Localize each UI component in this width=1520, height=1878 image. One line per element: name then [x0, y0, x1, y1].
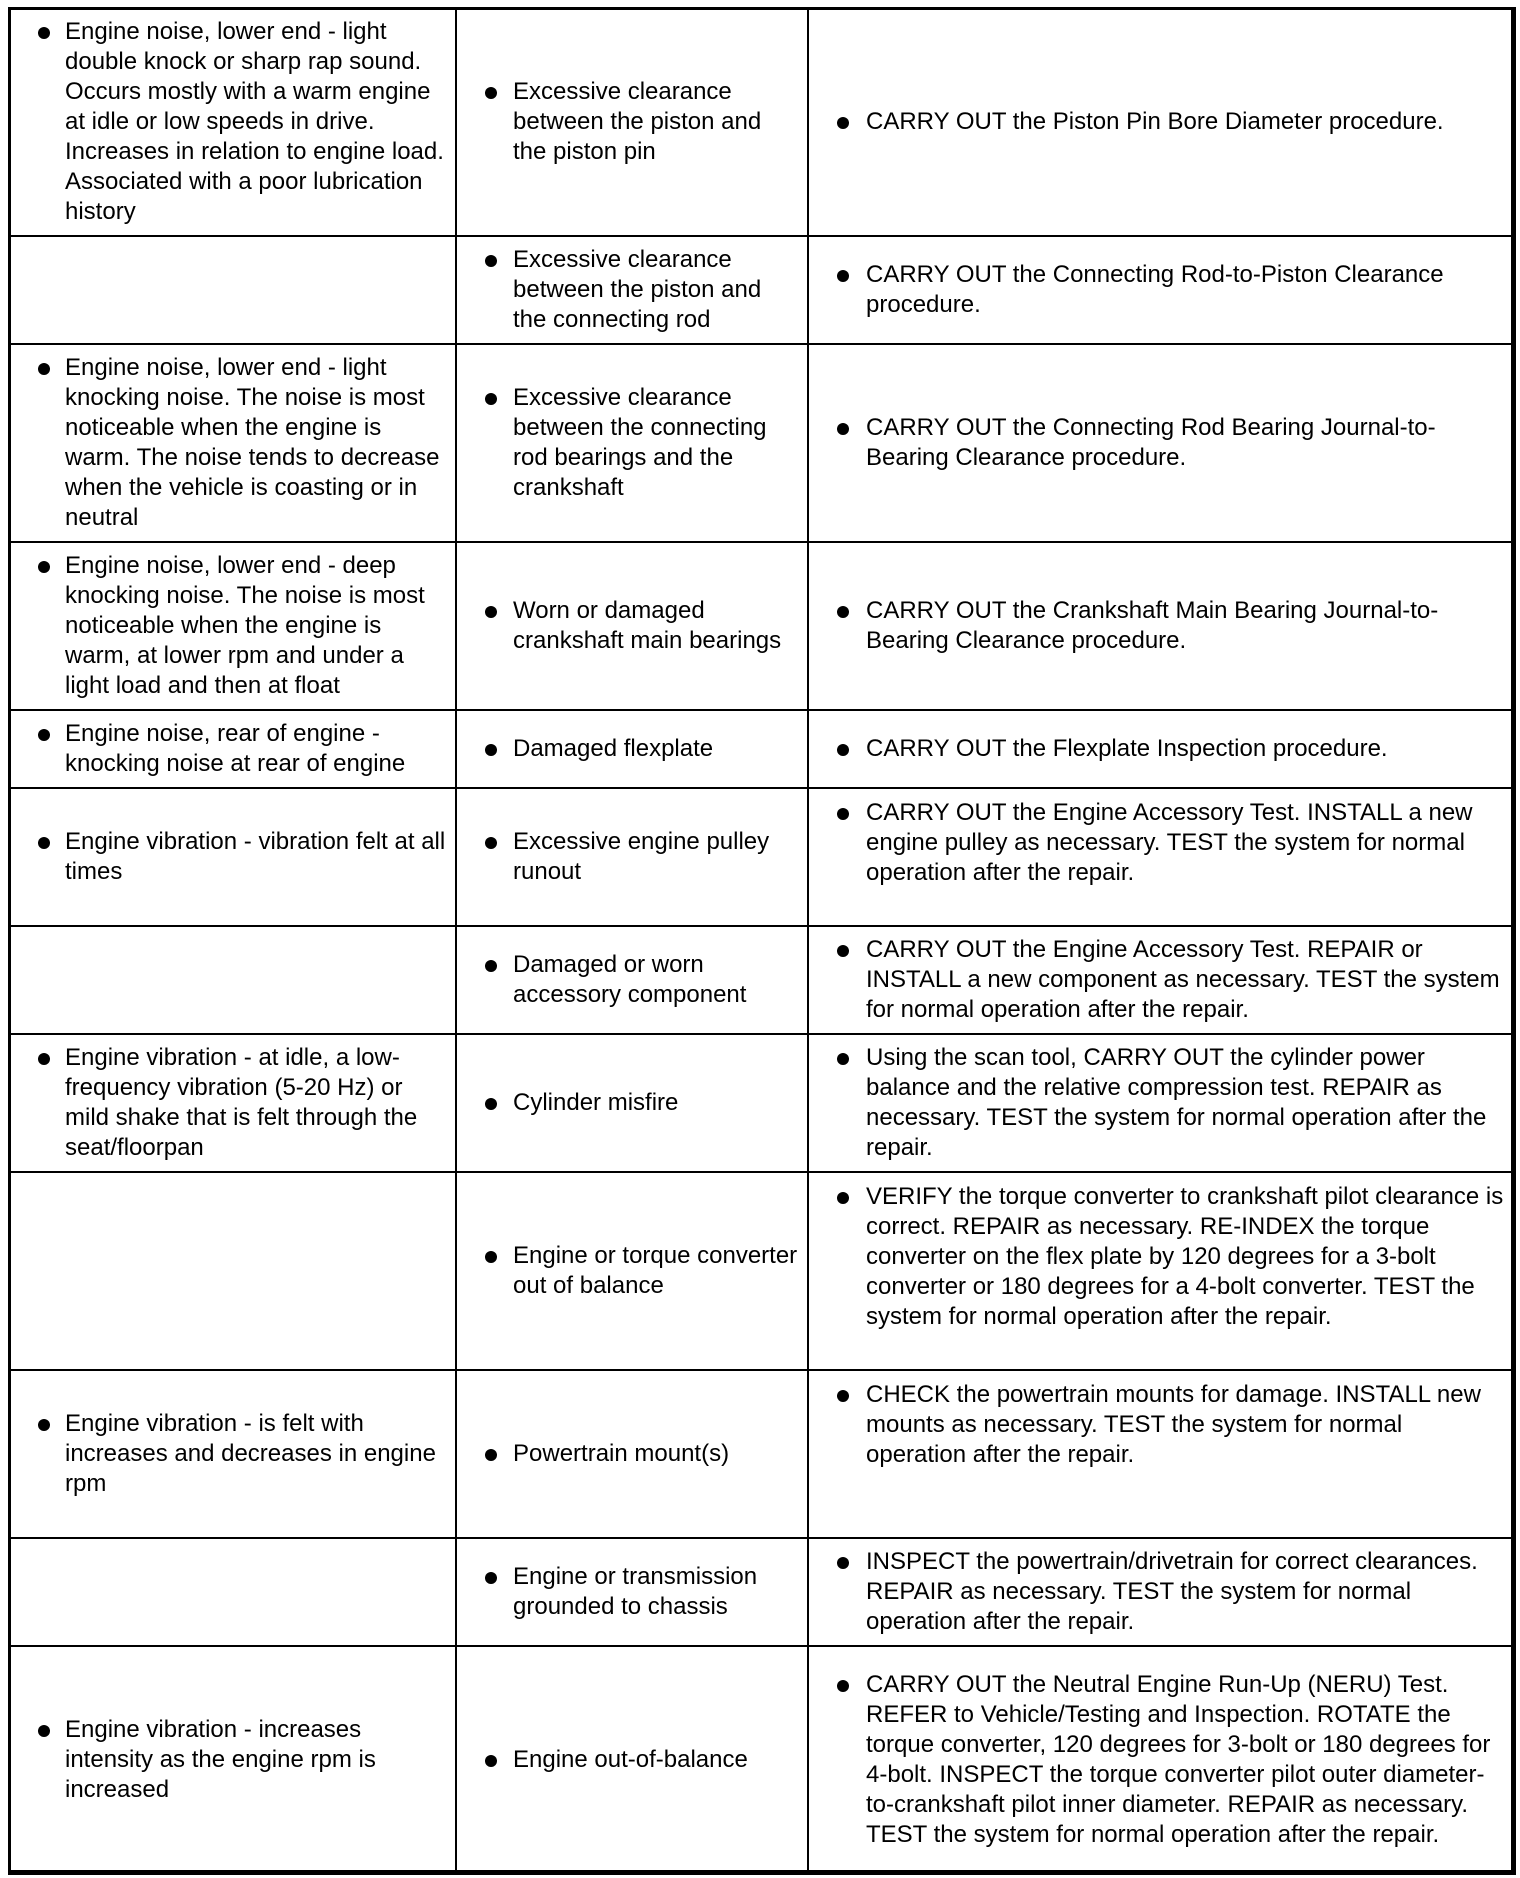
cause-text: Excessive clearance between the connecting rod bearings and the crankshaft	[513, 384, 767, 501]
symptom-text: Engine vibration - at idle, a low-frequency vibration (5-20 Hz) or mild shake that is felt through the seat/floorpan	[65, 1044, 418, 1161]
action-text: INSPECT the powertrain/drivetrain for correct clearances. REPAIR as necessary. TEST the system for normal operation after the repair.	[866, 1548, 1478, 1635]
action-text: Using the scan tool, CARRY OUT the cylinder power balance and the relative compression test. REPAIR as necessary. TEST the system for normal operation after the repair.	[866, 1044, 1487, 1161]
action-text: CARRY OUT the Crankshaft Main Bearing Journal-to-Bearing Clearance procedure.	[866, 597, 1439, 654]
cause-text: Worn or damaged crankshaft main bearings	[513, 597, 782, 654]
cause-text: Powertrain mount(s)	[513, 1440, 730, 1467]
symptom-text: Engine noise, rear of engine - knocking noise at rear of engine	[65, 720, 406, 777]
cause-text: Engine out-of-balance	[513, 1746, 748, 1773]
symptom-text: Engine vibration - is felt with increases and decreases in engine rpm	[65, 1410, 436, 1497]
action-text: CARRY OUT the Connecting Rod Bearing Journal-to-Bearing Clearance procedure.	[866, 414, 1436, 471]
action-text: VERIFY the torque converter to crankshaft pilot clearance is correct. REPAIR as necessary. RE-INDEX the torque converter on the flex plate by 120 degrees for a 3-bolt converter or 180 degrees for a 4-bolt converter. TEST the system for normal operation after the repair.	[866, 1183, 1504, 1330]
table-outer-border	[8, 7, 1514, 1873]
symptom-text: Engine vibration - increases intensity as the engine rpm is increased	[65, 1716, 376, 1803]
cause-text: Excessive clearance between the piston and the connecting rod	[513, 246, 762, 333]
cause-text: Damaged or worn accessory component	[513, 951, 747, 1008]
symptom-text: Engine noise, lower end - deep knocking noise. The noise is most noticeable when the engine is warm, at lower rpm and under a light load and then at float	[65, 552, 425, 699]
cause-text: Excessive clearance between the piston and the piston pin	[513, 78, 762, 165]
action-text: CARRY OUT the Neutral Engine Run-Up (NERU) Test. REFER to Vehicle/Testing and Inspection. ROTATE the torque converter, 120 degrees for 3-bolt or 180 degrees for 4-bolt. INSPECT the torque converter pilot outer diameter-to-crankshaft pilot inner diameter. REPAIR as necessary. TEST the system for normal operation after the repair.	[866, 1671, 1491, 1848]
action-text: CARRY OUT the Flexplate Inspection procedure.	[866, 735, 1388, 762]
cause-text: Damaged flexplate	[513, 735, 714, 762]
cause-text: Engine or transmission grounded to chassis	[513, 1563, 758, 1620]
cause-text: Cylinder misfire	[513, 1089, 679, 1116]
action-text: CARRY OUT the Connecting Rod-to-Piston Clearance procedure.	[866, 261, 1444, 318]
action-text: CARRY OUT the Engine Accessory Test. INSTALL a new engine pulley as necessary. TEST the system for normal operation after the repair.	[866, 799, 1473, 886]
symptom-text: Engine noise, lower end - light knocking noise. The noise is most noticeable when the engine is warm. The noise tends to decrease when the vehicle is coasting or in neutral	[65, 354, 440, 531]
action-text: CARRY OUT the Engine Accessory Test. REPAIR or INSTALL a new component as necessary. TEST the system for normal operation after the repair.	[866, 936, 1500, 1023]
action-text: CARRY OUT the Piston Pin Bore Diameter procedure.	[866, 108, 1444, 135]
symptom-text: Engine noise, lower end - light double knock or sharp rap sound. Occurs mostly with a warm engine at idle or low speeds in drive. Increases in relation to engine load. Associated with a poor lubrication history	[65, 18, 444, 225]
symptom-text: Engine vibration - vibration felt at all times	[65, 828, 446, 885]
cause-text: Engine or torque converter out of balance	[513, 1242, 798, 1299]
cause-text: Excessive engine pulley runout	[513, 828, 770, 885]
action-text: CHECK the powertrain mounts for damage. INSTALL new mounts as necessary. TEST the system for normal operation after the repair.	[866, 1381, 1481, 1468]
